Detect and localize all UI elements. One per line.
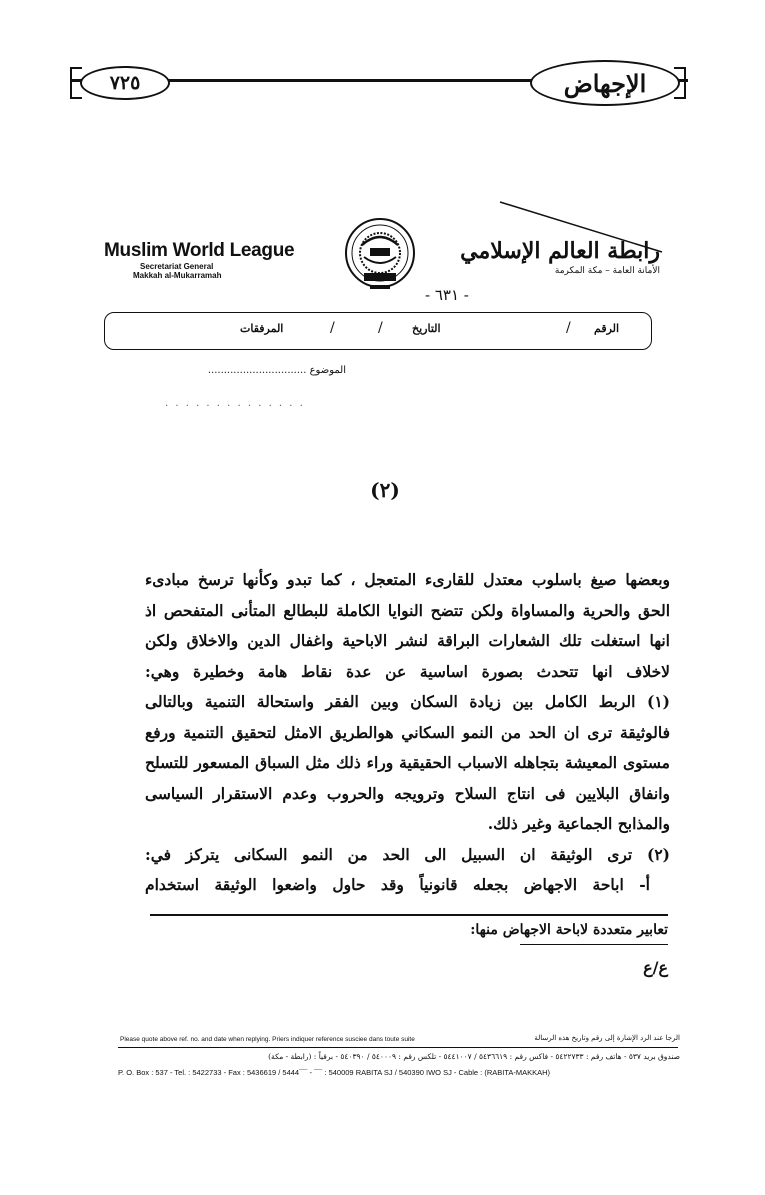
- city-name-en: Makkah al-Mukarramah: [133, 271, 222, 280]
- body-line: والمذابح الجماعية وغير ذلك.: [487, 814, 670, 833]
- body-line: وانفاق البلايين فى انتاج السلاح وترويجه والحروب وعدم الاستقرار السياسى: [145, 783, 670, 803]
- body-line: أ- اباحة الاجهاض بجعله قانونياً وقد حاول واضعوا الوثيقة استخدام: [145, 875, 650, 894]
- subject-label: الموضوع: [309, 365, 346, 376]
- subject-field: [160, 365, 346, 376]
- body-line: (١) الربط الكامل بين زيادة السكان وبين الفقر واستحالة التنمية وبالتالى: [145, 692, 670, 711]
- page-marker: (٢): [370, 478, 400, 502]
- ref-date-label: التاريخ: [412, 322, 441, 335]
- date-slash: /: [378, 320, 383, 336]
- org-name-en: Muslim World League: [104, 240, 295, 261]
- body-rule: [150, 914, 668, 916]
- chapter-title: الإجهاض: [530, 60, 680, 106]
- body-line: فالوثيقة ترى ان الحد من النمو السكاني هوالطريق الامثل لتحقيق التنمية ورفع: [145, 722, 670, 742]
- body-line: مستوى المعيشة بتجاهله الاسباب الحقيقية وراء ذلك مثل السباق المسعور للتسلح: [145, 753, 670, 772]
- date-slash: /: [330, 320, 335, 336]
- subject-dots: ...............................: [207, 365, 307, 376]
- handwritten-number: - ٦٣١ -: [425, 286, 469, 304]
- dept-name-en: Secretariat General: [140, 262, 214, 271]
- page-number-badge: ٧٢٥: [80, 66, 170, 100]
- footer-contact-en: P. O. Box : 537 - Tel. : 5422733 - Fax : 5436619 / 5444¯¯ - ¯¯ : 540009 RABITA SJ / 540390 IWO SJ - Cable : (RABITA-MAKKAH): [118, 1068, 551, 1077]
- footer-contact-ar: صندوق بريد ٥٣٧ - هاتف رقم : ٥٤٢٢٧٣٣ - فاكس رقم : ٥٤٣٦٦١٩ / ٥٤٤١٠٠٧ - تلكس رقم : ٥٤٠٠٠٩ / ٥٤٠٣٩٠ - برقياً : (رابطة - مكة): [268, 1052, 680, 1061]
- body-line: وبعضها صيغ باسلوب معتدل للقارىء المتعجل ، كما تبدو وكأنها ترسخ مبادىء: [145, 570, 670, 589]
- body-line: (٢) ترى الوثيقة ان السبيل الى الحد من النمو السكانى يتركز في:: [145, 844, 670, 864]
- body-line: لاخلاف انها تتحدث بصورة اساسية عن عدة نقاط هامة وخطيرة وهي:: [145, 661, 670, 681]
- footer-note-ar: الرجا عند الرد الإشارة إلى رقم وتاريخ هذه الرسالة: [534, 1034, 680, 1042]
- footnote-underline: [520, 944, 668, 945]
- footer-note-en: Please quote above ref. no. and date when replying. Priers indiquer reference susciee dans toute suite: [120, 1036, 415, 1043]
- footer-rule: [118, 1047, 678, 1048]
- subject-dots-line2: . . . . . . . . . . . . . .: [165, 398, 305, 409]
- body-line: الحق والحرية والمساواة ولكن تتضح النوايا الكاملة للبطالع المتأنى المتفحص اذ: [145, 600, 670, 620]
- dept-name-ar: الأمانة العامة – مكة المكرمة: [554, 266, 660, 276]
- body-line: انها استغلت تلك الشعارات البراقة لنشر الاباحية واغفال الدين والاخلاق ولكن: [145, 631, 670, 650]
- mwl-seal-emblem: [340, 215, 420, 295]
- ref-attachments-label: المرفقات: [240, 322, 284, 335]
- catchword: ع/ع: [643, 958, 668, 977]
- footnote-line: تعابير متعددة لاباحة الاجهاض منها:: [470, 922, 668, 938]
- letter-body: [145, 565, 670, 901]
- ref-slash: /: [566, 320, 571, 336]
- ref-number-label: الرقم: [594, 322, 620, 335]
- org-name-ar: رابطة العالم الإسلامي: [460, 238, 660, 264]
